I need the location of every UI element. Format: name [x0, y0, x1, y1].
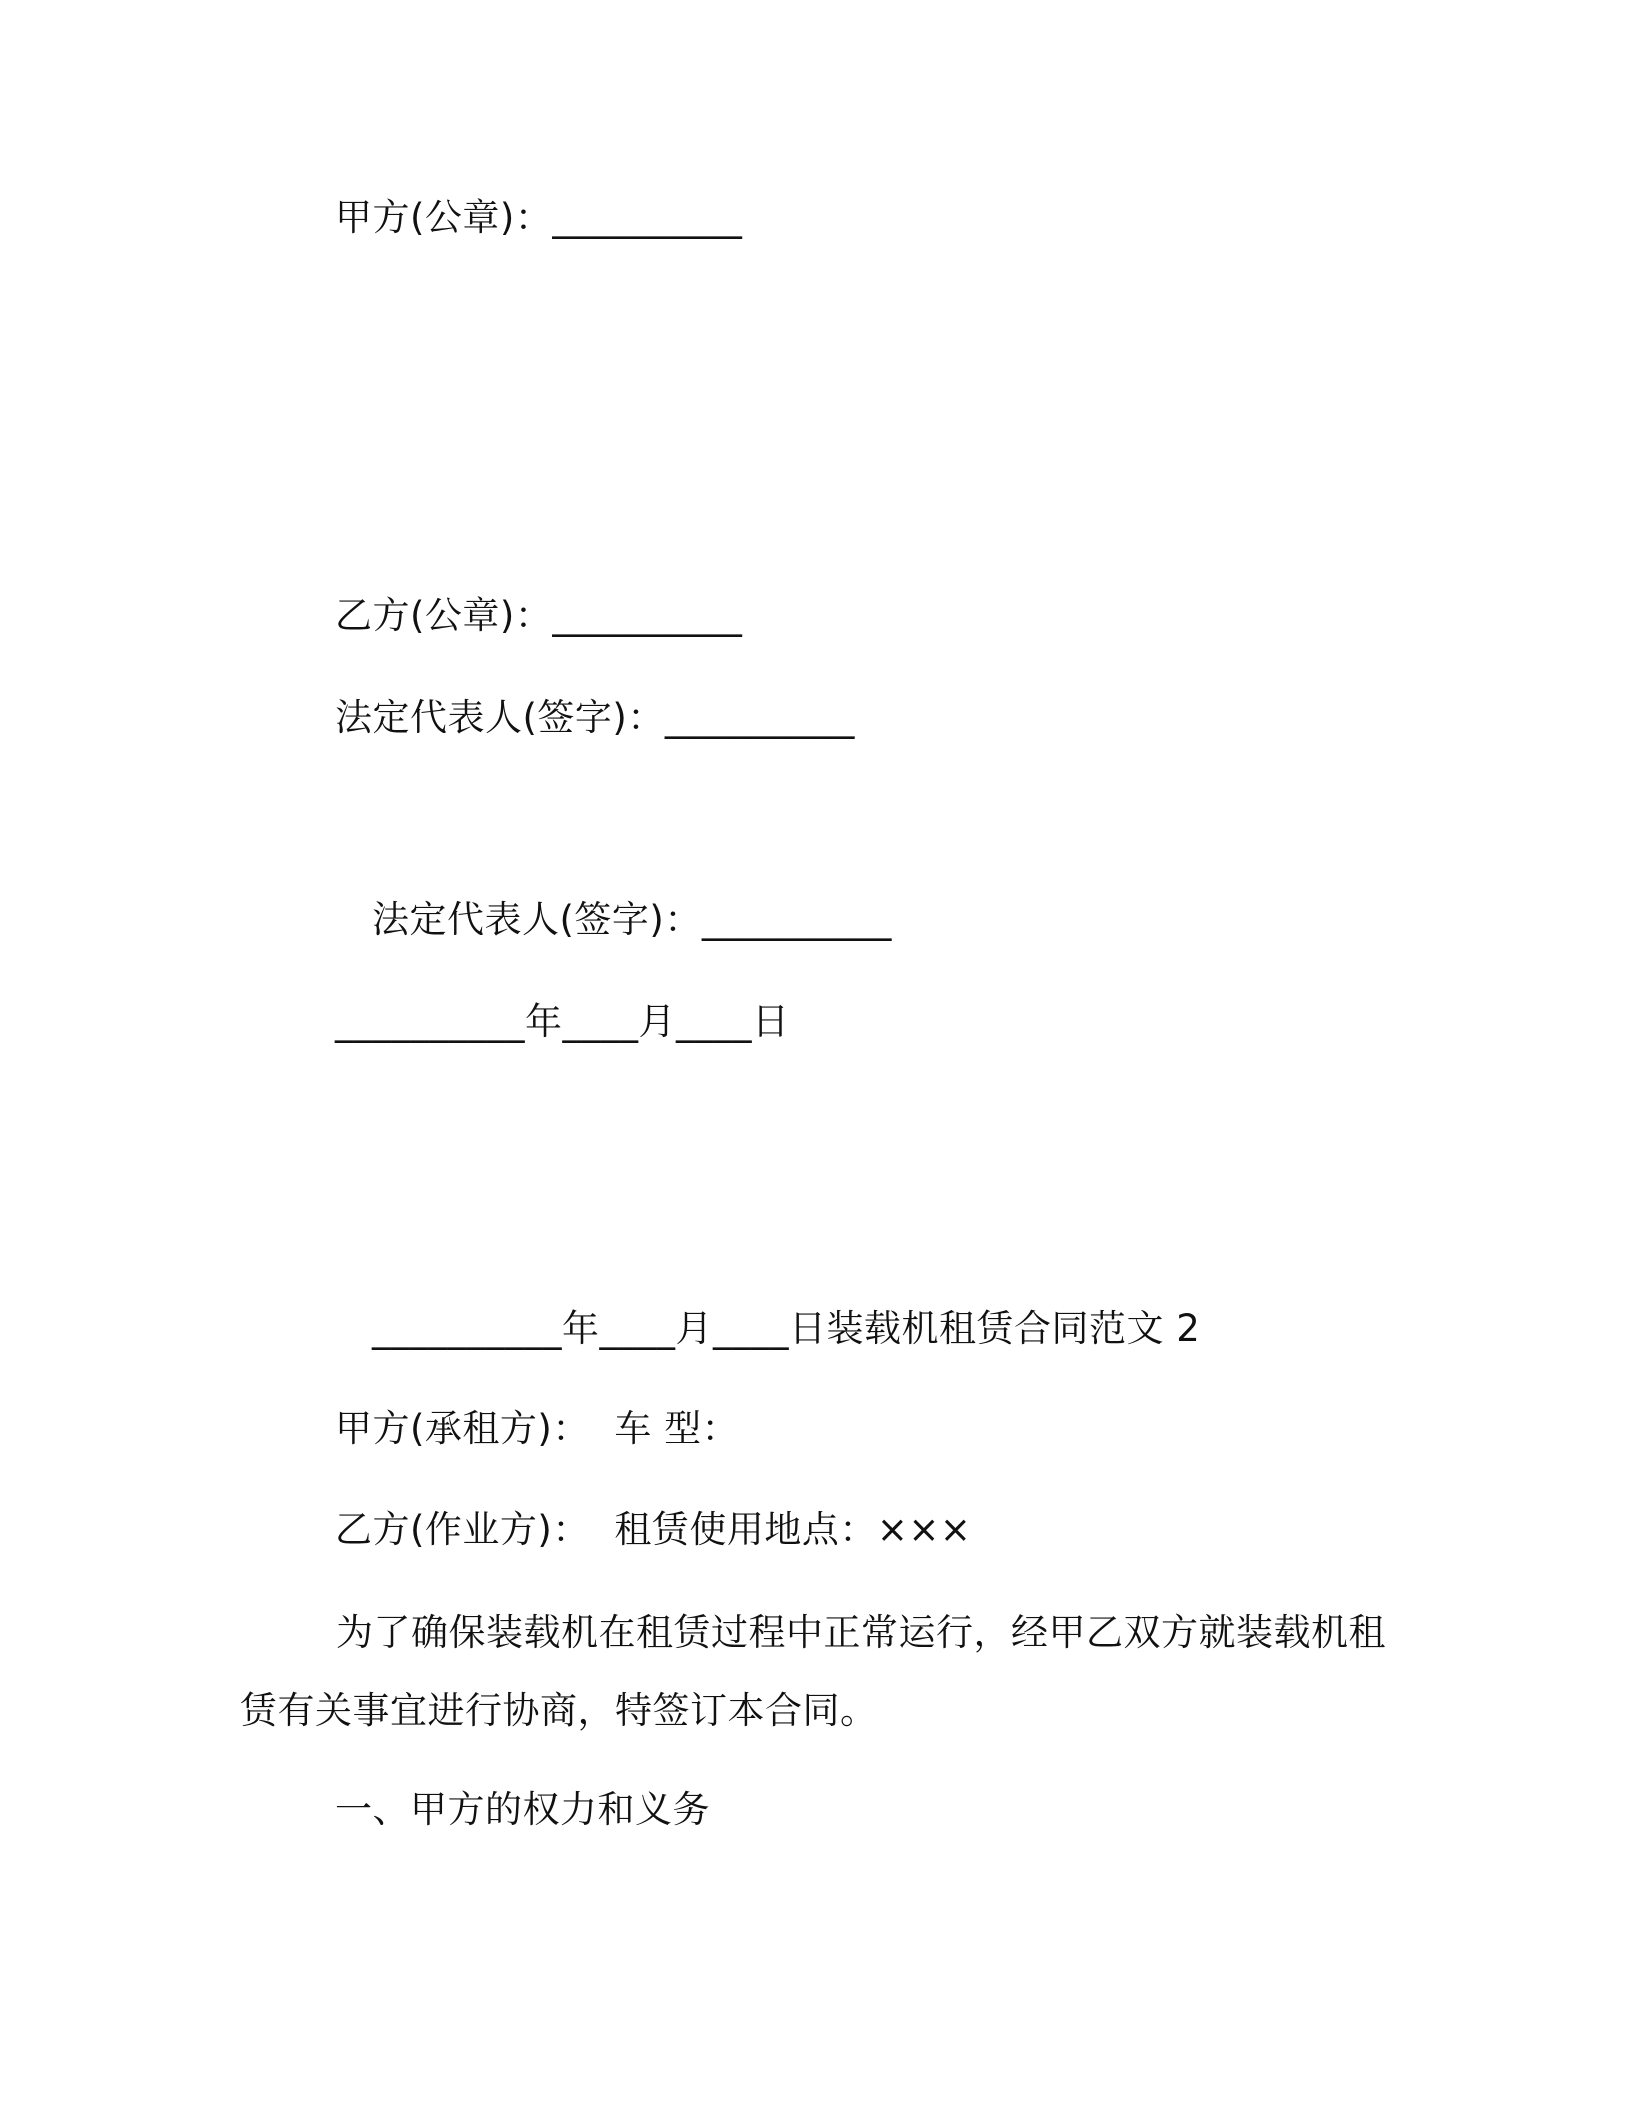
- party-a-seal-line: 甲方(公章)：__________: [335, 196, 743, 239]
- date-line: __________年____月____日: [335, 1000, 790, 1043]
- intro-paragraph: 为了确保装载机在租赁过程中正常运行，经甲乙双方就装载机租赁有关事宜进行协商，特签订本合同。: [240, 1611, 1386, 1732]
- contract-title-line: __________年____月____日装载机租赁合同范文 2: [372, 1307, 1201, 1350]
- party-b-operator-line: 乙方(作业方)： 租赁使用地点：×××: [335, 1508, 972, 1551]
- party-b-seal-line: 乙方(公章)：__________: [335, 594, 743, 637]
- party-a-lessee-line: 甲方(承租方)： 车 型：: [335, 1407, 740, 1450]
- legal-representative-line: 法定代表人(签字)：__________: [335, 696, 855, 739]
- legal-representative-line: 法定代表人(签字)：__________: [372, 898, 892, 941]
- section-heading: 一、甲方的权力和义务: [335, 1788, 710, 1831]
